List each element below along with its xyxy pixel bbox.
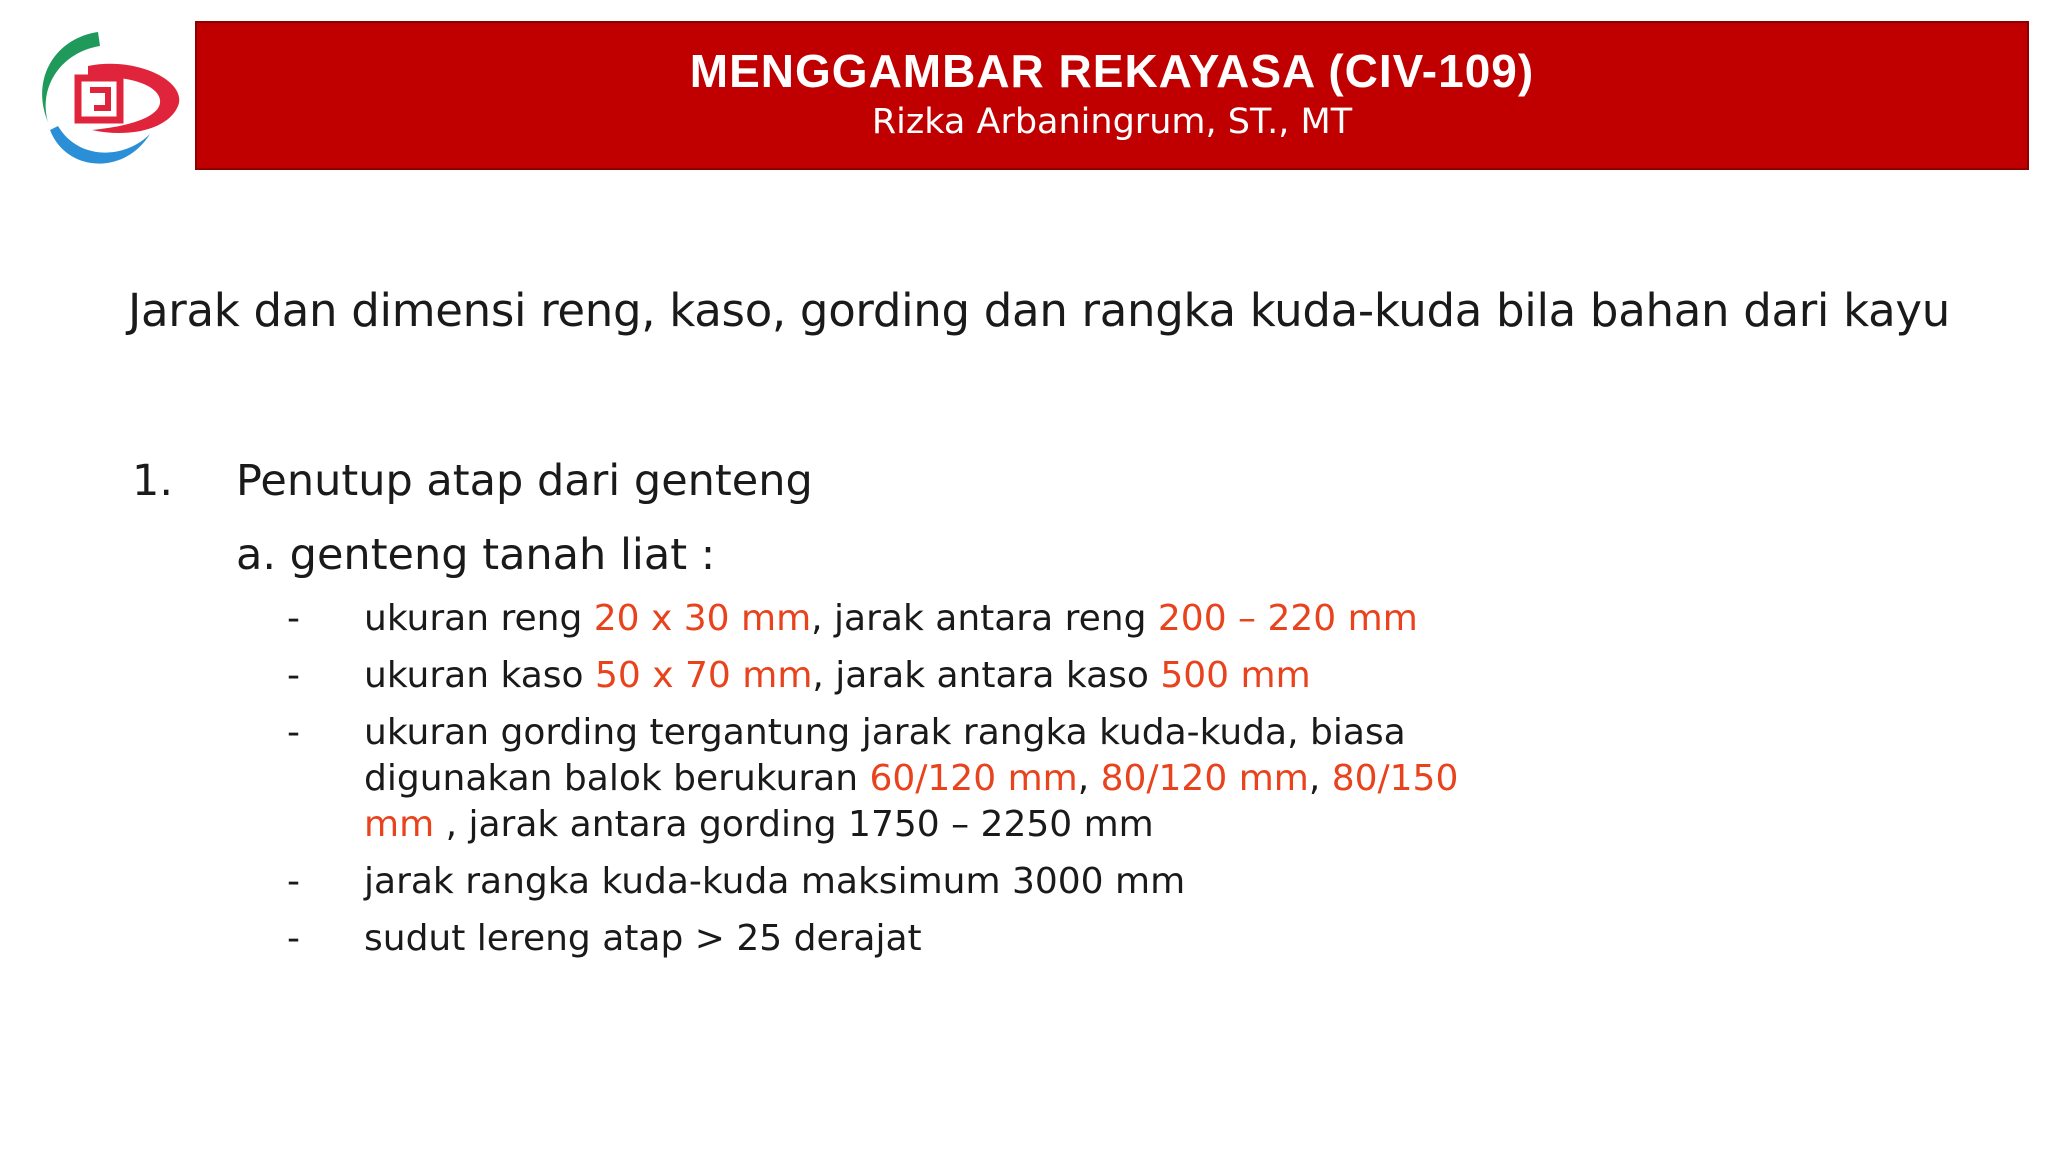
highlight-value: 80/150 mm: [364, 758, 1459, 845]
list-item: [132, 859, 1732, 905]
bullet-dash: -: [287, 918, 300, 959]
bullet-dash: -: [287, 712, 300, 753]
list-item: [132, 916, 1732, 962]
bullet-text: sudut lereng atap > 25 derajat: [364, 918, 922, 959]
bullet-dash: -: [287, 598, 300, 639]
highlight-value: 200 – 220 mm: [1157, 598, 1418, 639]
highlight-value: 500 mm: [1160, 655, 1311, 696]
lecturer-name: Rizka Arbaningrum, ST., MT: [871, 102, 1353, 143]
list-item: [132, 596, 1732, 642]
title-banner: [195, 21, 2029, 170]
highlight-value: 20 x 30 mm: [593, 598, 812, 639]
bullet-text: ukuran reng 20 x 30 mm, jarak antara reng 200 – 220 mm: [364, 598, 1418, 639]
content-section: [132, 452, 1732, 973]
highlight-value: 60/120 mm: [869, 758, 1078, 799]
section-title: Penutup atap dari genteng: [236, 456, 813, 506]
course-title: MENGGAMBAR REKAYASA (CIV-109): [689, 45, 1535, 98]
section-number: 1.: [132, 456, 174, 506]
bullet-dash: -: [287, 861, 300, 902]
bullet-list: [132, 596, 1732, 962]
list-item: [132, 653, 1732, 699]
numbered-item: [132, 452, 1732, 510]
slide-heading: Jarak dan dimensi reng, kaso, gording dan rangka kuda-kuda bila bahan dari kayu: [128, 284, 1950, 337]
bullet-text: ukuran kaso 50 x 70 mm, jarak antara kaso 500 mm: [364, 655, 1311, 696]
bullet-dash: -: [287, 655, 300, 696]
highlight-value: 50 x 70 mm: [595, 655, 813, 696]
university-logo-icon: [28, 26, 188, 178]
bullet-text: jarak rangka kuda-kuda maksimum 3000 mm: [364, 861, 1186, 902]
highlight-value: 80/120 mm: [1100, 758, 1309, 799]
subsection-title: a. genteng tanah liat :: [236, 530, 716, 580]
list-item: [132, 710, 1732, 848]
bullet-text: ukuran gording tergantung jarak rangka kuda-kuda, biasa digunakan balok berukuran 60/120 mm, 80/120 mm, 80/150 mm , jarak antara gording 1750 – 2250 mm: [364, 712, 1459, 845]
